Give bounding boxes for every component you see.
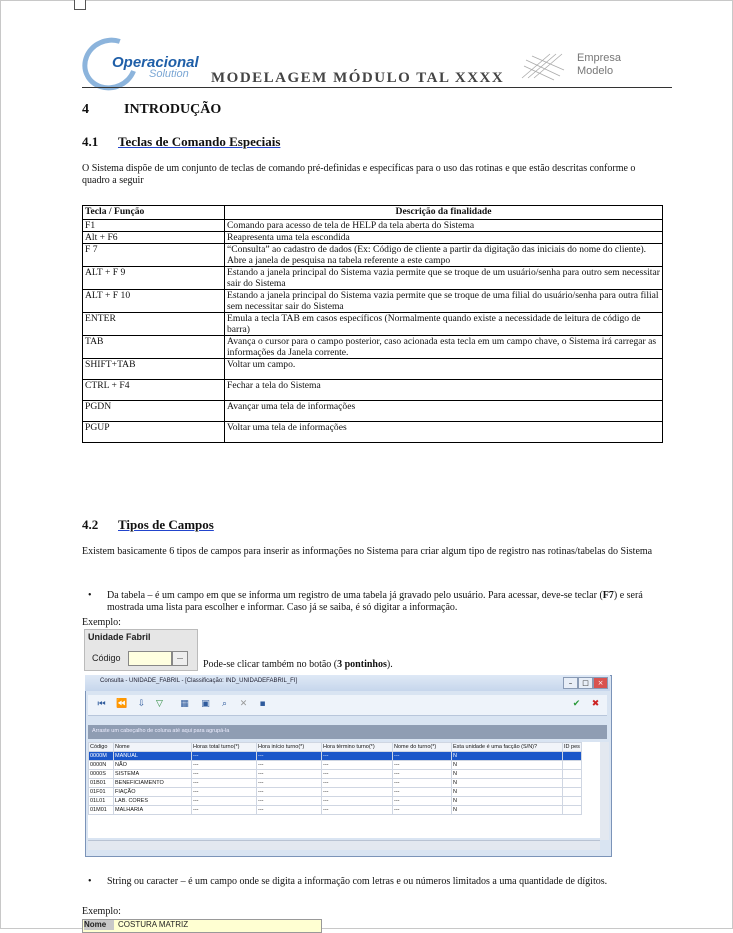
pode-post: ). bbox=[386, 659, 393, 670]
col-header[interactable]: Nome do turno(*) bbox=[393, 743, 452, 752]
desc-cell: Estando a janela principal do Sistema vazia permite que se troque de um usuário/senha para outro sem necessitar sair do Sistema bbox=[225, 267, 663, 290]
desc-cell: Reapresenta uma tela escondida bbox=[225, 232, 663, 244]
cell: N bbox=[452, 797, 563, 806]
col-header[interactable]: Hora término turno(*) bbox=[322, 743, 393, 752]
table-row bbox=[83, 220, 663, 232]
minimize-button[interactable]: – bbox=[563, 677, 578, 689]
key-cell: ENTER bbox=[83, 313, 225, 336]
prev-record-icon[interactable]: ⏪ bbox=[116, 699, 128, 709]
group-by-hint: Arraste um cabeçalho de coluna até aqui para agrupá-la bbox=[92, 728, 230, 734]
desc-cell: Fechar a tela do Sistema bbox=[225, 380, 663, 401]
exemplo2-label: Exemplo: bbox=[82, 906, 121, 917]
page-corner-marker bbox=[74, 0, 86, 10]
section-42-title: Tipos de Campos bbox=[118, 517, 214, 532]
bullet-icon: • bbox=[88, 590, 92, 601]
table-row bbox=[83, 313, 663, 336]
table-row bbox=[83, 336, 663, 359]
cell: --- bbox=[257, 779, 322, 788]
section-4-number: 4 bbox=[82, 102, 89, 117]
cell: 0000M bbox=[89, 752, 114, 761]
cell: 0000N bbox=[89, 761, 114, 770]
cell: --- bbox=[322, 806, 393, 815]
document-title: MODELAGEM MÓDULO TAL XXXX bbox=[211, 70, 505, 86]
cell: --- bbox=[192, 788, 257, 797]
section-42-intro: Existem basicamente 6 tipos de campos para inserir as informações no Sistema para criar algum tipo de registro nas rotinas/tabelas do Sistema bbox=[82, 546, 653, 557]
empresa-logo-icon bbox=[520, 50, 566, 82]
grid-header-row bbox=[89, 743, 582, 752]
cell: --- bbox=[322, 797, 393, 806]
keys-table bbox=[82, 205, 663, 443]
table-row bbox=[83, 422, 663, 443]
cell: --- bbox=[192, 797, 257, 806]
down-icon[interactable]: ⇩ bbox=[137, 699, 146, 709]
col-header[interactable]: Código bbox=[89, 743, 114, 752]
table-row bbox=[83, 380, 663, 401]
cell: N bbox=[452, 788, 563, 797]
cell: FIAÇÃO bbox=[114, 788, 192, 797]
consulta-title: Consulta - UNIDADE_FABRIL - [Classificação: IND_UNIDADEFABRIL_FI] bbox=[100, 678, 298, 684]
cell: --- bbox=[257, 770, 322, 779]
section-4-title: INTRODUÇÃO bbox=[124, 102, 222, 117]
print-icon[interactable]: ▣ bbox=[201, 699, 210, 709]
bullet-string: String ou caracter – é um campo onde se digita a informação com letras e ou números limitados a uma quantidade de dígitos. bbox=[107, 876, 608, 887]
consulta-toolbar bbox=[88, 695, 607, 716]
section-42-number: 4.2 bbox=[82, 517, 99, 532]
cell: --- bbox=[393, 770, 452, 779]
cell bbox=[563, 788, 582, 797]
cell: --- bbox=[322, 752, 393, 761]
cell bbox=[563, 806, 582, 815]
cell: BENEFICIAMENTO bbox=[114, 779, 192, 788]
table-row[interactable] bbox=[89, 806, 582, 815]
grid-icon[interactable]: ▦ bbox=[180, 699, 189, 709]
cancel-icon[interactable]: ✖ bbox=[591, 699, 600, 709]
cell: --- bbox=[192, 770, 257, 779]
col-header[interactable]: Horas total turno(*) bbox=[192, 743, 257, 752]
cell: --- bbox=[393, 806, 452, 815]
first-record-icon[interactable]: ⏮ bbox=[97, 699, 106, 709]
cell bbox=[563, 797, 582, 806]
cell: --- bbox=[322, 761, 393, 770]
table-row[interactable] bbox=[89, 770, 582, 779]
cell: 01M01 bbox=[89, 806, 114, 815]
key-cell: CTRL + F4 bbox=[83, 380, 225, 401]
bullet1-pre: Da tabela – é um campo em que se informa um registro de uma tabela já gravado pelo usuário. Para acessar, deve-se teclar ( bbox=[107, 590, 603, 601]
keys-col-desc: Descrição da finalidade bbox=[225, 206, 663, 220]
confirm-icon[interactable]: ✔ bbox=[572, 699, 581, 709]
cell: LAB. CORES bbox=[114, 797, 192, 806]
vertical-scrollbar[interactable] bbox=[600, 742, 609, 840]
table-row bbox=[83, 401, 663, 422]
bullet1-key: F7 bbox=[602, 590, 614, 601]
table-row[interactable] bbox=[89, 779, 582, 788]
cell: --- bbox=[393, 752, 452, 761]
cell bbox=[563, 752, 582, 761]
cell: --- bbox=[192, 806, 257, 815]
table-row[interactable] bbox=[89, 797, 582, 806]
desc-cell: Avançar uma tela de informações bbox=[225, 401, 663, 422]
pode-bold: 3 pontinhos bbox=[337, 659, 387, 670]
table-row[interactable] bbox=[89, 788, 582, 797]
empresa-modelo-text bbox=[577, 52, 621, 78]
logo-main-text: Operacional bbox=[112, 54, 199, 71]
codigo-input[interactable] bbox=[128, 651, 172, 666]
cell: MANUAL bbox=[114, 752, 192, 761]
desc-cell: Voltar um campo. bbox=[225, 359, 663, 380]
key-cell: ALT + F 10 bbox=[83, 290, 225, 313]
col-header[interactable]: ID pes bbox=[564, 744, 580, 750]
cell: --- bbox=[192, 761, 257, 770]
cell: 01L01 bbox=[89, 797, 114, 806]
cell bbox=[563, 779, 582, 788]
section-42-heading bbox=[82, 517, 214, 533]
cell: N bbox=[452, 779, 563, 788]
exemplo-label: Exemplo: bbox=[82, 617, 121, 628]
nome-input[interactable]: COSTURA MATRIZ bbox=[118, 920, 189, 929]
empresa-line1: Empresa bbox=[577, 52, 622, 64]
col-header[interactable]: Nome bbox=[114, 743, 192, 752]
maximize-button[interactable]: □ bbox=[578, 677, 593, 689]
empresa-line2: Modelo bbox=[577, 65, 614, 77]
key-cell: TAB bbox=[83, 336, 225, 359]
desc-cell: Estando a janela principal do Sistema vazia permite que se troque de uma filial do usuário/senha para outra filial sem necessitar sair do Sistema bbox=[225, 290, 663, 313]
cell: NÃO bbox=[114, 761, 192, 770]
cell: --- bbox=[393, 797, 452, 806]
cell: 0000S bbox=[89, 770, 114, 779]
desc-cell: Voltar uma tela de informações bbox=[225, 422, 663, 443]
section-4-heading bbox=[82, 102, 221, 118]
cell: MALHARIA bbox=[114, 806, 192, 815]
key-cell: Alt + F6 bbox=[83, 232, 225, 244]
section-41-number: 4.1 bbox=[82, 134, 99, 149]
cell: 01B01 bbox=[89, 779, 114, 788]
header-divider bbox=[82, 87, 672, 88]
horizontal-scrollbar[interactable] bbox=[88, 840, 600, 850]
consulta-grid bbox=[88, 742, 600, 838]
desc-cell: Comando para acesso de tela de HELP da tela aberta do Sistema bbox=[225, 220, 663, 232]
table-row bbox=[83, 290, 663, 313]
cell: --- bbox=[322, 779, 393, 788]
table-row bbox=[83, 267, 663, 290]
col-header[interactable]: Hora início turno(*) bbox=[257, 743, 322, 752]
table-row[interactable] bbox=[89, 752, 582, 761]
desc-cell: “Consulta” ao cadastro de dados (Ex: Código de cliente a partir da digitação das iniciais do nome do cliente). Abre a janela de pesquisa na tabela referente a este campo bbox=[225, 244, 663, 267]
bullet-da-tabela bbox=[107, 590, 667, 614]
cell: --- bbox=[257, 761, 322, 770]
cell: SISTEMA bbox=[114, 770, 192, 779]
key-cell: ALT + F 9 bbox=[83, 267, 225, 290]
cell: --- bbox=[257, 788, 322, 797]
keys-table-header bbox=[83, 206, 663, 220]
cell bbox=[563, 770, 582, 779]
three-dots-button[interactable]: ... bbox=[172, 651, 188, 666]
search-icon[interactable]: ⌕ bbox=[221, 699, 228, 709]
cell: --- bbox=[257, 797, 322, 806]
section-41-intro: O Sistema dispõe de um conjunto de teclas de comando pré-definidas e específicas para o uso das rotinas e que estão descritas conforme o quadro a seguir bbox=[82, 163, 636, 186]
clear-icon[interactable]: ✕ bbox=[239, 699, 248, 709]
cell: 01F01 bbox=[89, 788, 114, 797]
table-row bbox=[83, 359, 663, 380]
cell: --- bbox=[322, 770, 393, 779]
save-icon[interactable]: ▪ bbox=[259, 699, 266, 709]
cell: --- bbox=[257, 752, 322, 761]
desc-cell: Avança o cursor para o campo posterior, caso acionada esta tecla em um campo chave, o Sistema irá carregar as informações da Janela corrente. bbox=[225, 336, 663, 359]
cell: --- bbox=[322, 788, 393, 797]
nome-label: Nome bbox=[84, 920, 114, 930]
cell: --- bbox=[393, 761, 452, 770]
cell: N bbox=[452, 752, 563, 761]
section-41-title: Teclas de Comando Especiais bbox=[118, 134, 281, 149]
form-title: Unidade Fabril bbox=[88, 632, 151, 642]
bullet-icon: • bbox=[88, 876, 92, 887]
section-41-heading bbox=[82, 134, 280, 150]
cell: --- bbox=[257, 806, 322, 815]
key-cell: F1 bbox=[83, 220, 225, 232]
close-button[interactable]: × bbox=[593, 677, 608, 689]
key-cell: PGDN bbox=[83, 401, 225, 422]
cell: --- bbox=[393, 788, 452, 797]
key-cell: PGUP bbox=[83, 422, 225, 443]
desc-cell: Emula a tecla TAB em casos específicos (Normalmente quando existe a necessidade de leitura de código de barra) bbox=[225, 313, 663, 336]
filter-icon[interactable]: ▽ bbox=[156, 699, 163, 709]
cell: --- bbox=[393, 779, 452, 788]
cell: --- bbox=[192, 779, 257, 788]
cell: --- bbox=[192, 752, 257, 761]
key-cell: F 7 bbox=[83, 244, 225, 267]
col-header[interactable]: Esta unidade é uma facção (S/N)? bbox=[452, 743, 563, 752]
keys-col-key: Tecla / Função bbox=[83, 206, 225, 220]
logo-sub-text: Solution bbox=[149, 68, 189, 80]
table-row bbox=[83, 244, 663, 267]
pode-clicar-text bbox=[203, 659, 393, 671]
bullet1-post: ) e será mostrada uma lista para escolher e informar. Caso já se saiba, é só digitar a informação. bbox=[107, 590, 643, 613]
pode-pre: Pode-se clicar também no botão ( bbox=[203, 659, 338, 670]
cell: N bbox=[452, 761, 563, 770]
cell: N bbox=[452, 806, 563, 815]
cell: N bbox=[452, 770, 563, 779]
key-cell: SHIFT+TAB bbox=[83, 359, 225, 380]
table-row bbox=[83, 232, 663, 244]
table-row[interactable] bbox=[89, 761, 582, 770]
codigo-label: Código bbox=[92, 653, 121, 663]
cell bbox=[563, 761, 582, 770]
